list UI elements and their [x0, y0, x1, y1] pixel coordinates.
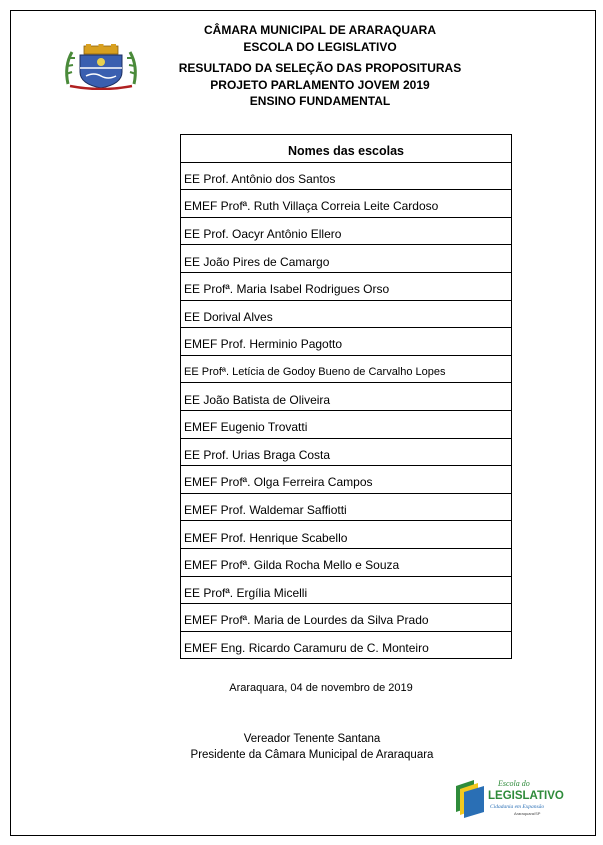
- table-row: [181, 272, 512, 300]
- school-name: EE Dorival Alves: [181, 300, 512, 328]
- column-header-schools: Nomes das escolas: [181, 135, 512, 163]
- school-name: EE João Batista de Oliveira: [181, 383, 512, 411]
- table-row: [181, 162, 512, 190]
- school-name: EMEF Eng. Ricardo Caramuru de C. Monteiro: [181, 631, 512, 659]
- table-row: [181, 576, 512, 604]
- school-name: EMEF Prof. Waldemar Saffiotti: [181, 493, 512, 521]
- table-row: [181, 438, 512, 466]
- logo-text-tagline: Cidadania em Expansão: [490, 804, 545, 810]
- signature-block: [0, 731, 603, 763]
- school-name: EE Profª. Ergília Micelli: [181, 576, 512, 604]
- signer-title: Presidente da Câmara Municipal de Araraquara: [190, 749, 434, 761]
- table-row: [181, 548, 512, 576]
- logo-text-legislativo: LEGISLATIVO: [488, 790, 564, 802]
- table-row: [181, 521, 512, 549]
- table-row: [181, 493, 512, 521]
- school-name: EE João Pires de Camargo: [181, 245, 512, 273]
- table-row: [181, 300, 512, 328]
- school-name: EMEF Prof. Herminio Pagotto: [181, 328, 512, 356]
- escola-legislativo-logo-icon: [454, 776, 566, 818]
- document-header: [140, 22, 500, 110]
- schools-table: [180, 134, 512, 659]
- school-name: EMEF Profª. Ruth Villaça Correia Leite Cardoso: [181, 190, 512, 218]
- header-project-title: PROJETO PARLAMENTO JOVEM 2019: [210, 77, 430, 92]
- school-name: EMEF Profª. Olga Ferreira Campos: [181, 466, 512, 494]
- table-row: [181, 217, 512, 245]
- table-row: [181, 466, 512, 494]
- municipal-crest-icon: [62, 44, 140, 90]
- school-name: EMEF Profª. Gilda Rocha Mello e Souza: [181, 548, 512, 576]
- school-name: EE Prof. Oacyr Antônio Ellero: [181, 217, 512, 245]
- school-name: EMEF Prof. Henrique Scabello: [181, 521, 512, 549]
- school-name: EMEF Profª. Maria de Lourdes da Silva Prado: [181, 604, 512, 632]
- school-name: EE Prof. Antônio dos Santos: [181, 162, 512, 190]
- header-chamber-name: CÂMARA MUNICIPAL DE ARARAQUARA: [204, 23, 436, 37]
- header-level: ENSINO FUNDAMENTAL: [249, 94, 391, 108]
- signer-name: Vereador Tenente Santana: [243, 733, 381, 745]
- logo-text-escola: Escola do: [498, 779, 530, 788]
- table-row: [181, 383, 512, 411]
- school-name: EMEF Eugenio Trovatti: [181, 410, 512, 438]
- header-result-title: RESULTADO DA SELEÇÃO DAS PROPOSITURAS: [178, 61, 462, 75]
- table-header-row: [181, 135, 512, 163]
- table-row: [181, 245, 512, 273]
- table-row: [181, 190, 512, 218]
- document-date: Araraquara, 04 de novembro de 2019: [229, 682, 413, 694]
- school-name: EE Prof. Urias Braga Costa: [181, 438, 512, 466]
- logo-text-city: Araraquara/SP: [514, 811, 541, 816]
- table-row: [181, 604, 512, 632]
- school-name: EE Profª. Letícia de Godoy Bueno de Carvalho Lopes: [181, 355, 512, 383]
- table-row: [181, 410, 512, 438]
- table-row: [181, 631, 512, 659]
- header-school-name: ESCOLA DO LEGISLATIVO: [243, 39, 397, 54]
- table-row: [181, 355, 512, 383]
- school-name: EE Profª. Maria Isabel Rodrigues Orso: [181, 272, 512, 300]
- table-row: [181, 328, 512, 356]
